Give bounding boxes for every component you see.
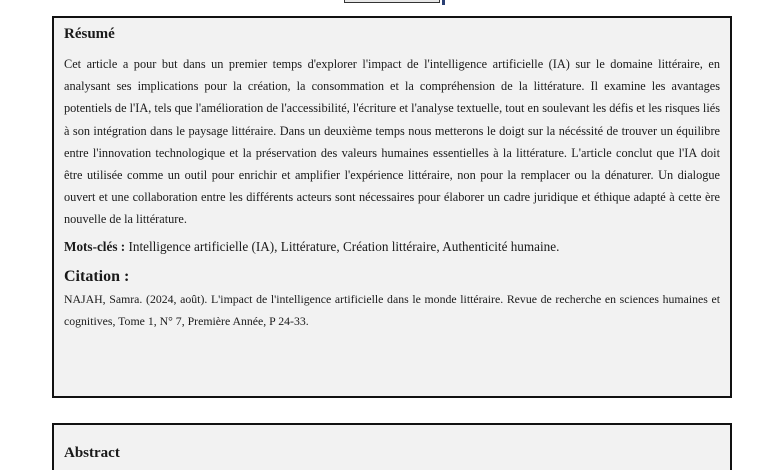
citation-title: Citation : bbox=[64, 267, 130, 285]
abstract-box bbox=[52, 423, 732, 470]
keywords-text: Intelligence artificielle (IA), Littérature, Création littéraire, Authenticité humaine. bbox=[125, 238, 560, 254]
resume-body: Cet article a pour but dans un premier temps d'explorer l'impact de l'intelligence artificielle (IA) sur le domaine littéraire, en analysant ses implications pour la création, la consommation et la compréhension de la littérature. Il examine les avantages potentiels de l'IA, tels que l'amélioration de l'accessibilité, l'écriture et l'analyse textuelle, tout en soulevant les défis et les risques liés à son intégration dans le paysage littéraire. Dans un deuxième temps nous metterons le doigt sur la nécéssité de trouver un équilibre entre l'innovation technologique et la préservation des valeurs humaines essentielles à la littérature. L'article conclut que l'IA doit être utilisée comme un outil pour enrichir et amplifier l'expérience littéraire, non pour la remplacer ou la dénaturer. Un dialogue ouvert et une collaboration entre les différents acteurs sont nécessaires pour élaborer un cadre juridique et éthique adapté à cette ère nouvelle de la littérature. bbox=[64, 57, 720, 227]
keywords-line bbox=[64, 238, 720, 256]
resume-title: Résumé bbox=[64, 26, 115, 42]
citation-text: NAJAH, Samra. (2024, août). L'impact de l'intelligence artificielle dans le monde littéraire. Revue de recherche en sciences humaines et cognitives, Tome 1, N° 7, Première Année, P 24-33. bbox=[64, 291, 720, 329]
top-image-frame bbox=[344, 0, 440, 3]
keywords-label: Mots-clés : bbox=[64, 238, 126, 254]
top-accent-mark bbox=[442, 0, 445, 5]
top-image-fragment bbox=[344, 0, 440, 4]
abstract-title: Abstract bbox=[64, 445, 120, 461]
resume-box bbox=[52, 16, 732, 398]
